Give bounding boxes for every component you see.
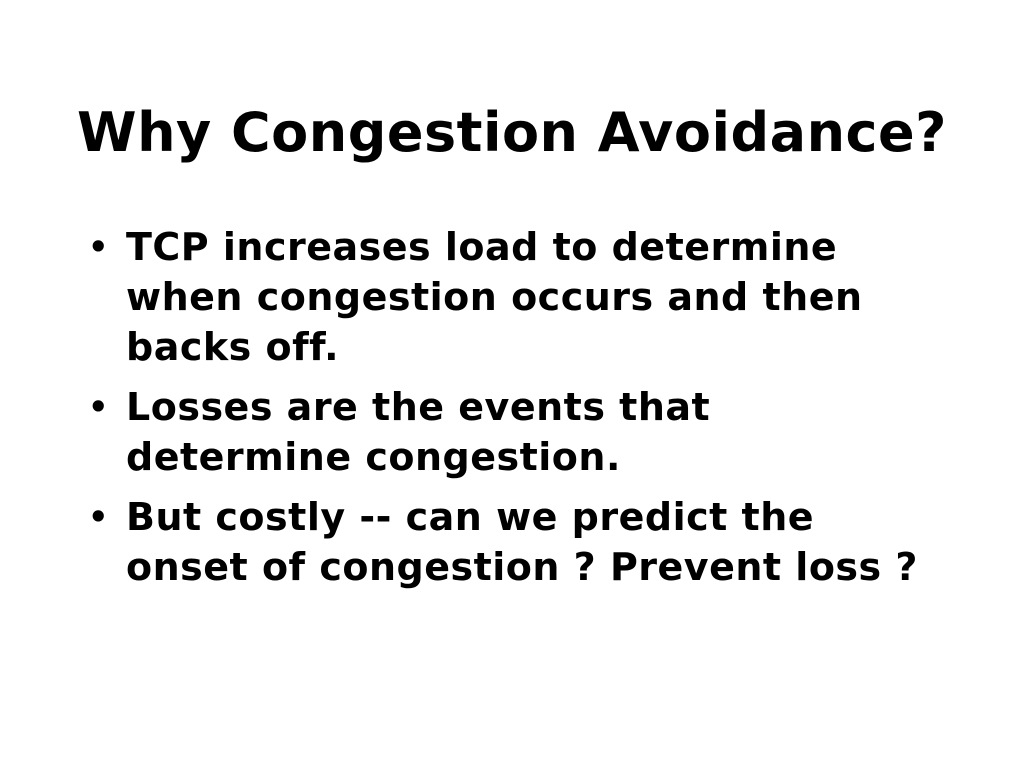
- bullet-list: [86, 222, 986, 602]
- bullet-icon: •: [88, 388, 109, 426]
- bullet-line: backs off.: [126, 325, 340, 369]
- bullet-item: [86, 492, 986, 592]
- bullet-icon: •: [88, 498, 109, 536]
- bullet-line: Losses are the events that: [126, 385, 711, 429]
- bullet-line: But costly -- can we predict the: [126, 495, 815, 539]
- bullet-item: [86, 382, 986, 482]
- bullet-item: [86, 222, 986, 372]
- bullet-line: onset of congestion ? Prevent loss ?: [126, 545, 918, 589]
- bullet-line: when congestion occurs and then: [126, 275, 863, 319]
- slide-title: Why Congestion Avoidance?: [77, 101, 947, 164]
- bullet-icon: •: [88, 228, 109, 266]
- bullet-line: determine congestion.: [126, 435, 621, 479]
- bullet-line: TCP increases load to determine: [126, 225, 838, 269]
